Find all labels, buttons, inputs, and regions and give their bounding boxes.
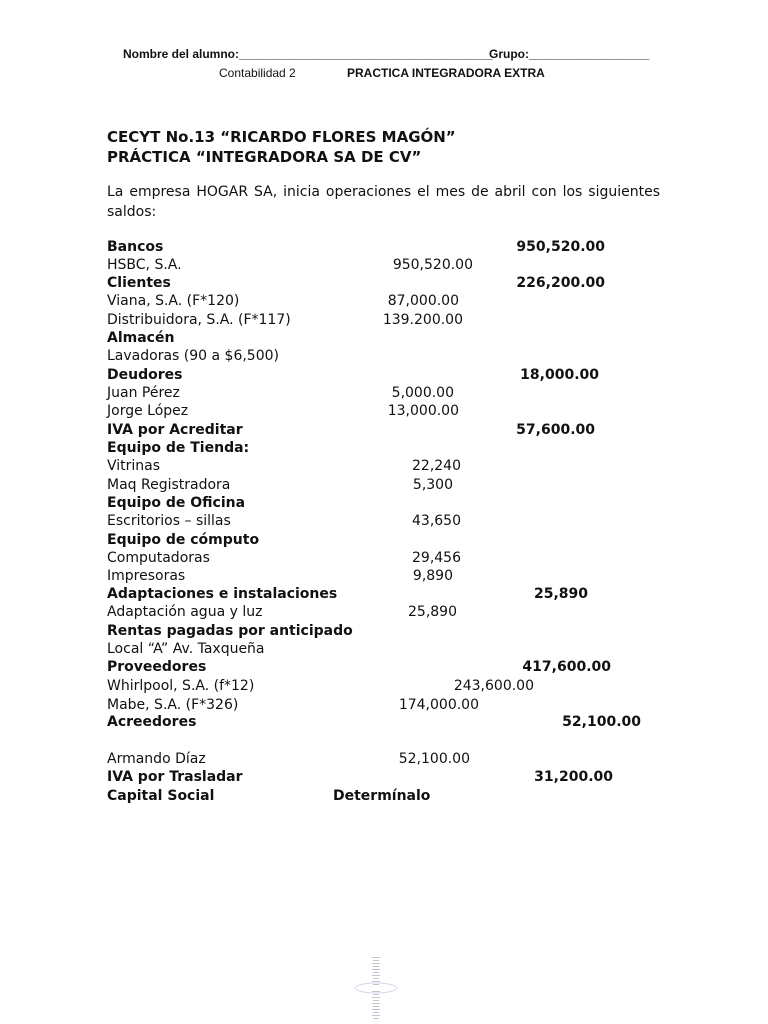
account-row <box>0 329 768 348</box>
account-heading: Equipo de cómputo <box>107 532 260 548</box>
account-row <box>0 421 768 440</box>
account-item: Armando Díaz <box>107 751 206 767</box>
item-amount: 29,456 <box>412 550 461 566</box>
account-row <box>0 494 768 513</box>
account-row <box>0 274 768 293</box>
account-total: 57,600.00 <box>516 422 595 438</box>
item-amount: 5,000.00 <box>391 385 454 401</box>
item-amount: 174,000.00 <box>398 697 479 713</box>
account-row <box>0 549 768 568</box>
account-row <box>0 366 768 385</box>
account-item: Distribuidora, S.A. (F*117) <box>107 312 291 328</box>
account-row <box>0 311 768 330</box>
account-heading: Adaptaciones e instalaciones <box>107 586 338 602</box>
group-field: Grupo:__________________ <box>489 47 650 61</box>
account-total: 226,200.00 <box>516 275 605 291</box>
account-row <box>0 750 768 769</box>
account-total: 950,520.00 <box>516 239 605 255</box>
item-amount: 139.200.00 <box>382 312 463 328</box>
account-heading: Almacén <box>107 330 175 346</box>
account-item: Escritorios – sillas <box>107 513 231 529</box>
account-row <box>0 640 768 659</box>
account-heading: Equipo de Tienda: <box>107 440 250 456</box>
school-title: CECYT No.13 “RICARDO FLORES MAGÓN” <box>107 128 456 146</box>
account-row <box>0 402 768 421</box>
item-amount: 25,890 <box>408 604 457 620</box>
item-amount: 243,600.00 <box>453 678 534 694</box>
account-total: 52,100.00 <box>562 714 641 730</box>
account-row <box>0 732 768 751</box>
account-row <box>0 677 768 696</box>
account-row <box>0 768 768 787</box>
account-heading: Rentas pagadas por anticipado <box>107 623 353 639</box>
account-row <box>0 384 768 403</box>
item-amount: 5,300 <box>412 477 453 493</box>
account-item: Impresoras <box>107 568 186 584</box>
account-heading: Acreedores <box>107 714 197 730</box>
account-row <box>0 439 768 458</box>
account-row <box>0 457 768 476</box>
account-row <box>0 476 768 495</box>
account-item: Viana, S.A. (F*120) <box>107 293 240 309</box>
intro-paragraph: La empresa HOGAR SA, inicia operaciones el mes de abril con los siguientes saldos: <box>107 184 660 220</box>
item-amount: 52,100.00 <box>398 751 470 767</box>
account-heading: IVA por Trasladar <box>107 769 243 785</box>
account-row <box>0 603 768 622</box>
account-item: Lavadoras (90 a $6,500) <box>107 348 279 364</box>
account-row <box>0 512 768 531</box>
account-heading: Clientes <box>107 275 171 291</box>
account-heading: Equipo de Oficina <box>107 495 246 511</box>
account-item: Local “A” Av. Taxqueña <box>107 641 265 657</box>
item-amount: 43,650 <box>412 513 461 529</box>
item-amount: 13,000.00 <box>387 403 459 419</box>
item-amount: 87,000.00 <box>387 293 459 309</box>
account-row <box>0 531 768 550</box>
account-row <box>0 292 768 311</box>
logo-image <box>352 955 400 1023</box>
account-row <box>0 567 768 586</box>
account-item: Adaptación agua y luz <box>107 604 263 620</box>
item-amount: 950,520.00 <box>392 257 473 273</box>
account-row <box>0 256 768 275</box>
account-row <box>0 622 768 641</box>
item-amount: 9,890 <box>412 568 453 584</box>
practice-title: PRÁCTICA “INTEGRADORA SA DE CV” <box>107 148 422 166</box>
account-heading: Bancos <box>107 239 164 255</box>
account-row <box>0 238 768 257</box>
item-amount: 22,240 <box>412 458 461 474</box>
account-row <box>0 585 768 604</box>
account-heading: IVA por Acreditar <box>107 422 243 438</box>
account-item: Whirlpool, S.A. (f*12) <box>107 678 255 694</box>
account-row <box>0 787 768 806</box>
account-row <box>0 658 768 677</box>
account-heading: Proveedores <box>107 659 207 675</box>
account-item: Jorge López <box>107 403 189 419</box>
account-item: Mabe, S.A. (F*326) <box>107 697 239 713</box>
account-total: 417,600.00 <box>522 659 611 675</box>
account-total: 25,890 <box>533 586 588 602</box>
account-heading: Deudores <box>107 367 183 383</box>
account-item: Juan Pérez <box>107 385 180 401</box>
account-item: Maq Registradora <box>107 477 231 493</box>
account-item: Vitrinas <box>107 458 161 474</box>
account-heading: Capital Social <box>107 788 215 804</box>
account-row <box>0 347 768 366</box>
student-name-field: Nombre del alumno:______________________________________ <box>123 47 493 61</box>
practice-label: PRACTICA INTEGRADORA EXTRA <box>347 66 545 80</box>
account-item: HSBC, S.A. <box>107 257 182 273</box>
account-item: Computadoras <box>107 550 210 566</box>
determine-note: Determínalo <box>333 788 431 804</box>
account-total: 18,000.00 <box>520 367 599 383</box>
account-total: 31,200.00 <box>534 769 613 785</box>
subject-label: Contabilidad 2 <box>219 66 296 80</box>
account-row <box>0 713 768 732</box>
